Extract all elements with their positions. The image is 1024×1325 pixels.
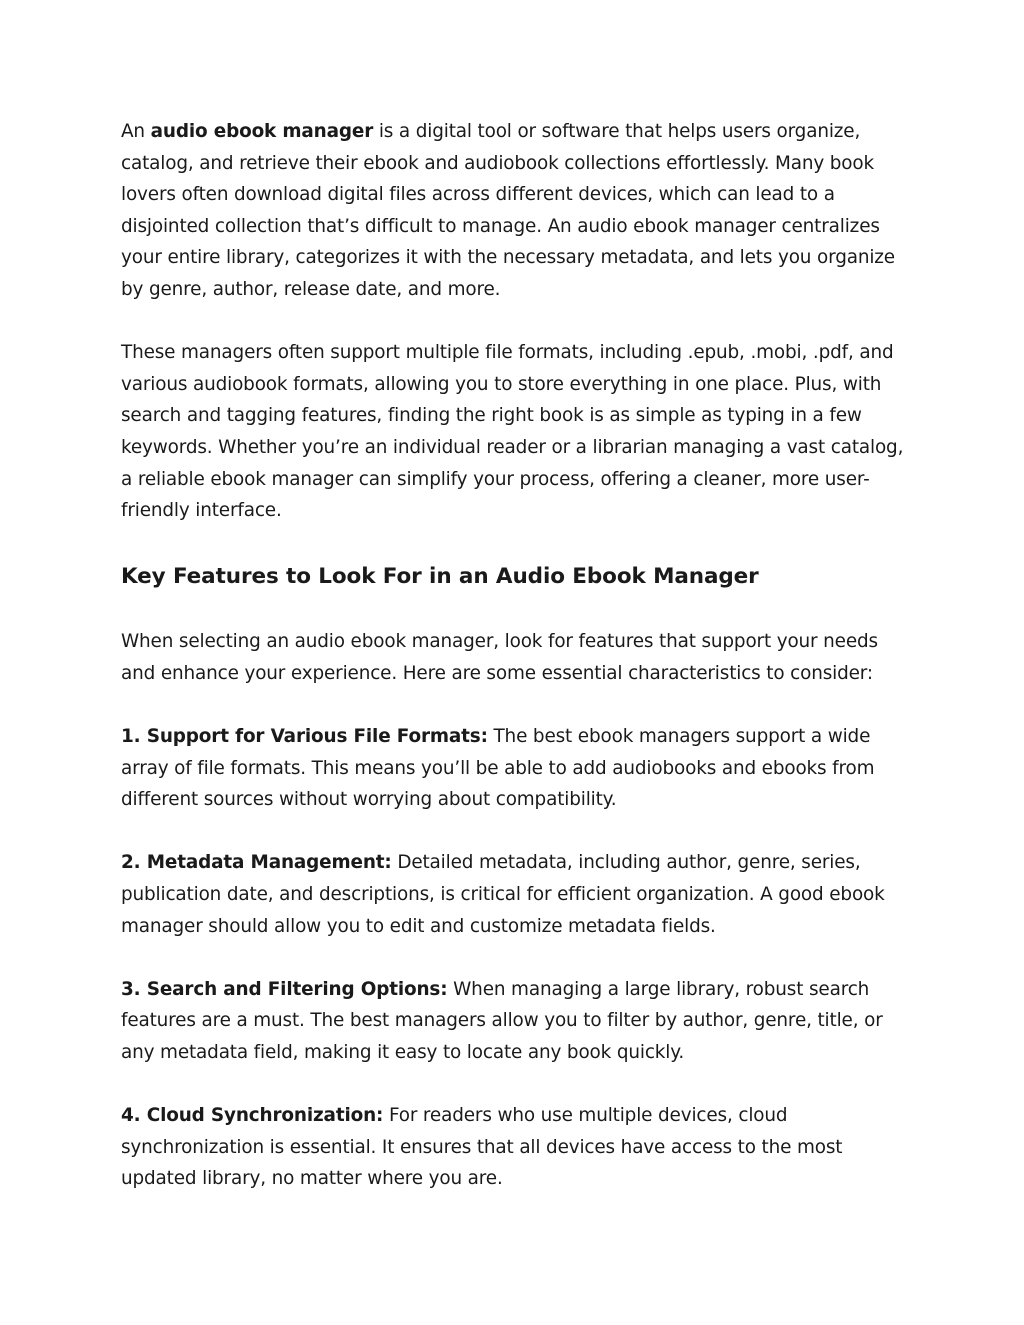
intro-paragraph-1-text: is a digital tool or software that helps users organize, catalog, and retrieve their ebook and audiobook collections effortlessly. Many book lovers often download digital files across different devices, which can lead to a disjointed collection that’s difficult to manage. An audio ebook manager centralizes your entire library, categorizes it with the necessary metadata, and lets you organize by genre, author, release date, and more. xyxy=(121,121,895,300)
feature-title-3: 3. Search and Filtering Options: xyxy=(121,978,448,1000)
document-page xyxy=(121,116,911,1195)
feature-title-1: 1. Support for Various File Formats: xyxy=(121,726,488,748)
section-heading: Key Features to Look For in an Audio Ebook Manager xyxy=(121,563,759,589)
intro-paragraph-2: These managers often support multiple file formats, including .epub, .mobi, .pdf, and various audiobook formats, allowing you to store everything in one place. Plus, with search and tagging features, finding the right book is as simple as typing in a few keywords. Whether you’re an individual reader or a librarian managing a vast catalog, a reliable ebook manager can simplify your process, offering a cleaner, more user-friendly interface. xyxy=(121,342,904,522)
feature-text-1: The best ebook managers support a wide array of file formats. This means you’ll be able to add audiobooks and ebooks from different sources without worrying about compatibility. xyxy=(121,726,875,811)
feature-text-2: Detailed metadata, including author, genre, series, publication date, and descriptions, is critical for efficient organization. A good ebook manager should allow you to edit and customize metadata fields. xyxy=(121,852,885,937)
feature-item-2 xyxy=(121,847,911,942)
feature-title-4: 4. Cloud Synchronization: xyxy=(121,1105,384,1127)
feature-item-4 xyxy=(121,1100,911,1195)
intro-prefix: An xyxy=(121,121,151,142)
feature-item-3 xyxy=(121,974,911,1069)
features-intro-paragraph: When selecting an audio ebook manager, look for features that support your needs and enhance your experience. Here are some essential characteristics to consider: xyxy=(121,631,878,684)
feature-title-2: 2. Metadata Management: xyxy=(121,852,392,874)
intro-paragraph-1 xyxy=(121,116,911,306)
feature-text-4: For readers who use multiple devices, cloud synchronization is essential. It ensures that all devices have access to the most updated library, no matter where you are. xyxy=(121,1105,843,1190)
feature-item-1 xyxy=(121,721,911,816)
feature-text-3: When managing a large library, robust search features are a must. The best managers allow you to filter by author, genre, title, or any metadata field, making it easy to locate any book quickly. xyxy=(121,978,883,1064)
intro-bold-term: audio ebook manager xyxy=(150,121,374,142)
